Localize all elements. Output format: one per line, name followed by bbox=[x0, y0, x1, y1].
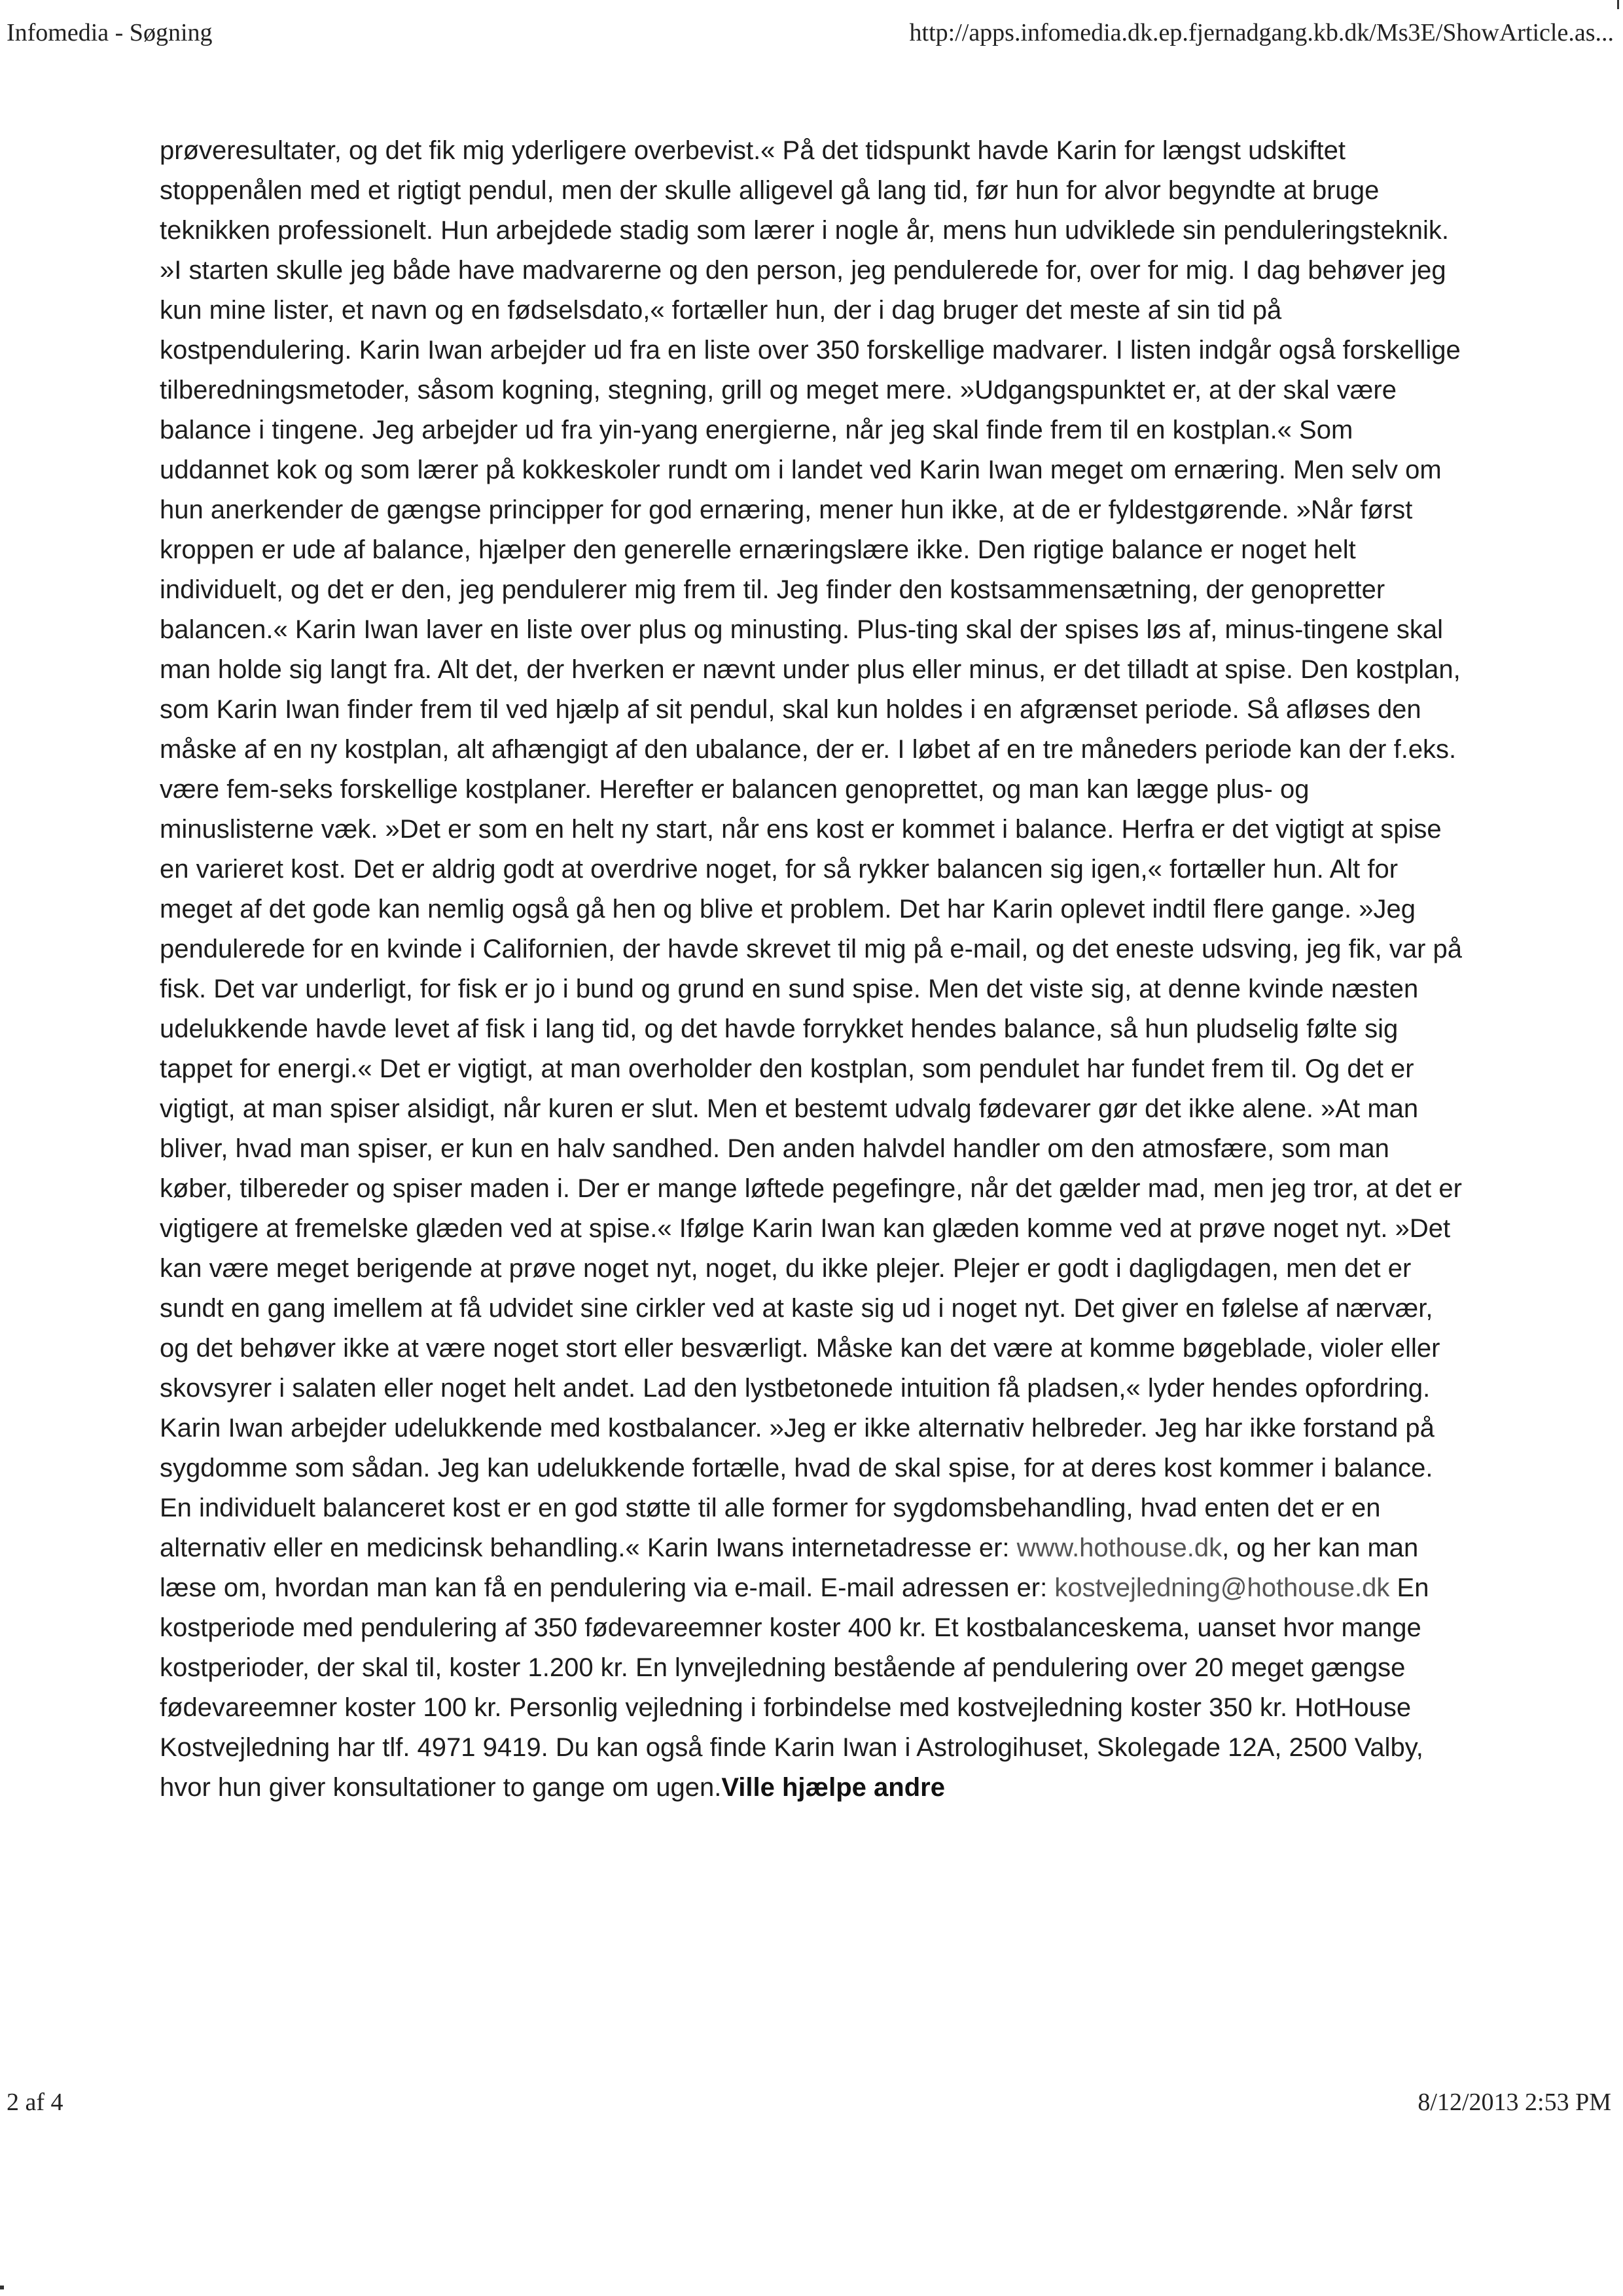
print-footer bbox=[7, 2088, 1611, 2127]
scan-artifact-bottom-left bbox=[0, 2286, 4, 2289]
article-body bbox=[160, 131, 1469, 1808]
article-text-part-3: En kostperiode med pendulering af 350 fødevareemner koster 400 kr. Et kostbalanceskema, uanset hvor mange kostperioder, der skal til, koster 1.200 kr. En lynvejledning bestående af pendulering over 20 meget gængse fødevareemner koster 100 kr. Personlig vejledning i forbindelse med kostvejledning koster 350 kr. HotHouse Kostvejledning har tlf. 4971 9419. Du kan også finde Karin Iwan i Astrologihuset, Skolegade 12A, 2500 Valby, hvor hun giver konsultationer to gange om ugen. bbox=[160, 1573, 1429, 1802]
page-title: Infomedia - Søgning bbox=[7, 19, 213, 46]
print-timestamp: 8/12/2013 2:53 PM bbox=[1418, 2089, 1611, 2116]
subheading-teaser: Ville hjælpe andre bbox=[721, 1773, 945, 1802]
page-number: 2 af 4 bbox=[7, 2089, 63, 2116]
article-text-part-1: prøveresultater, og det fik mig yderligere overbevist.« På det tidspunkt havde Karin for længst udskiftet stoppenålen med et rigtigt pendul, men der skulle alligevel gå lang tid, før hun for alvor begyndte at bruge teknikken professionelt. Hun arbejdede stadig som lærer i nogle år, mens hun udviklede sin penduleringsteknik. »I starten skulle jeg både have madvarerne og den person, jeg pendulerede for, over for mig. I dag behøver jeg kun mine lister, et navn og en fødselsdato,« fortæller hun, der i dag bruger det meste af sin tid på kostpendulering. Karin Iwan arbejder ud fra en liste over 350 forskellige madvarer. I listen indgår også forskellige tilberedningsmetoder, såsom kogning, stegning, grill og meget mere. »Udgangspunktet er, at der skal være balance i tingene. Jeg arbejder ud fra yin-yang energierne, når jeg skal finde frem til en kostplan.« Som uddannet kok og som lærer på kokkeskoler rundt om i landet ved Karin Iwan meget om ernæring. Men selv om hun anerkender de gængse principper for god ernæring, mener hun ikke, at de er fyldestgørende. »Når først kroppen er ude af balance, hjælper den generelle ernæringslære ikke. Den rigtige balance er noget helt individuelt, og det er den, jeg pendulerer mig frem til. Jeg finder den kostsammensætning, der genopretter balancen.« Karin Iwan laver en liste over plus og minusting. Plus-ting skal der spises løs af, minus-tingene skal man holde sig langt fra. Alt det, der hverken er nævnt under plus eller minus, er det tilladt at spise. Den kostplan, som Karin Iwan finder frem til ved hjælp af sit pendul, skal kun holdes i en afgrænset periode. Så afløses den måske af en ny kostplan, alt afhængigt af den ubalance, der er. I løbet af en tre måneders periode kan der f.eks. være fem-seks forskellige kostplaner. Herefter er balancen genoprettet, og man kan lægge plus- og minuslisterne væk. »Det er som en helt ny start, når ens kost er kommet i balance. Herfra er det vigtigt at spise en varieret kost. Det er aldrig godt at overdrive noget, for så rykker balancen sig igen,« fortæller hun. Alt for meget af det gode kan nemlig også gå hen og blive et problem. Det har Karin oplevet indtil flere gange. »Jeg pendulerede for en kvinde i Californien, der havde skrevet til mig på e-mail, og det eneste udsving, jeg fik, var på fisk. Det var underligt, for fisk er jo i bund og grund en sund spise. Men det viste sig, at denne kvinde næsten udelukkende havde levet af fisk i lang tid, og det havde forrykket hendes balance, så hun pludselig følte sig tappet for energi.« Det er vigtigt, at man overholder den kostplan, som pendulet har fundet frem til. Og det er vigtigt, at man spiser alsidigt, når kuren er slut. Men et bestemt udvalg fødevarer gør det ikke alene. »At man bliver, hvad man spiser, er kun en halv sandhed. Den anden halvdel handler om den atmosfære, som man køber, tilbereder og spiser maden i. Der er mange løftede pegefingre, når det gælder mad, men jeg tror, at det er vigtigere at fremelske glæden ved at spise.« Ifølge Karin Iwan kan glæden komme ved at prøve noget nyt. »Det kan være meget berigende at prøve noget nyt, noget, du ikke plejer. Plejer er godt i dagligdagen, men det er sundt en gang imellem at få udvidet sine cirkler ved at kaste sig ud i noget nyt. Det giver en følelse af nærvær, og det behøver ikke at være noget stort eller besværligt. Måske kan det være at komme bøgeblade, violer eller skovsyrer i salaten eller noget helt andet. Lad den lystbetonede intuition få pladsen,« lyder hendes opfordring. Karin Iwan arbejder udelukkende med kostbalancer. »Jeg er ikke alternativ helbreder. Jeg har ikke forstand på sygdomme som sådan. Jeg kan udelukkende fortælle, hvad de skal spise, for at deres kost kommer i balance. En individuelt balanceret kost er en god støtte til alle former for sygdomsbehandling, hvad enten det er en alternativ eller en medicinsk behandling.« Karin Iwans internetadresse er: bbox=[160, 136, 1462, 1562]
website-link[interactable]: www.hothouse.dk bbox=[1016, 1534, 1222, 1562]
article-text-part-2: , og her kan man læse om, hvordan man kan få en pendulering via e-mail. E-mail adressen er: bbox=[160, 1534, 1419, 1602]
scan-artifact-top-right bbox=[1617, 0, 1619, 9]
print-header bbox=[7, 18, 1614, 58]
email-link[interactable]: kostvejledning@hothouse.dk bbox=[1054, 1573, 1390, 1602]
article-paragraph bbox=[160, 131, 1469, 1808]
page-url: http://apps.infomedia.dk.ep.fjernadgang.kb.dk/Ms3E/ShowArticle.as... bbox=[909, 19, 1614, 46]
